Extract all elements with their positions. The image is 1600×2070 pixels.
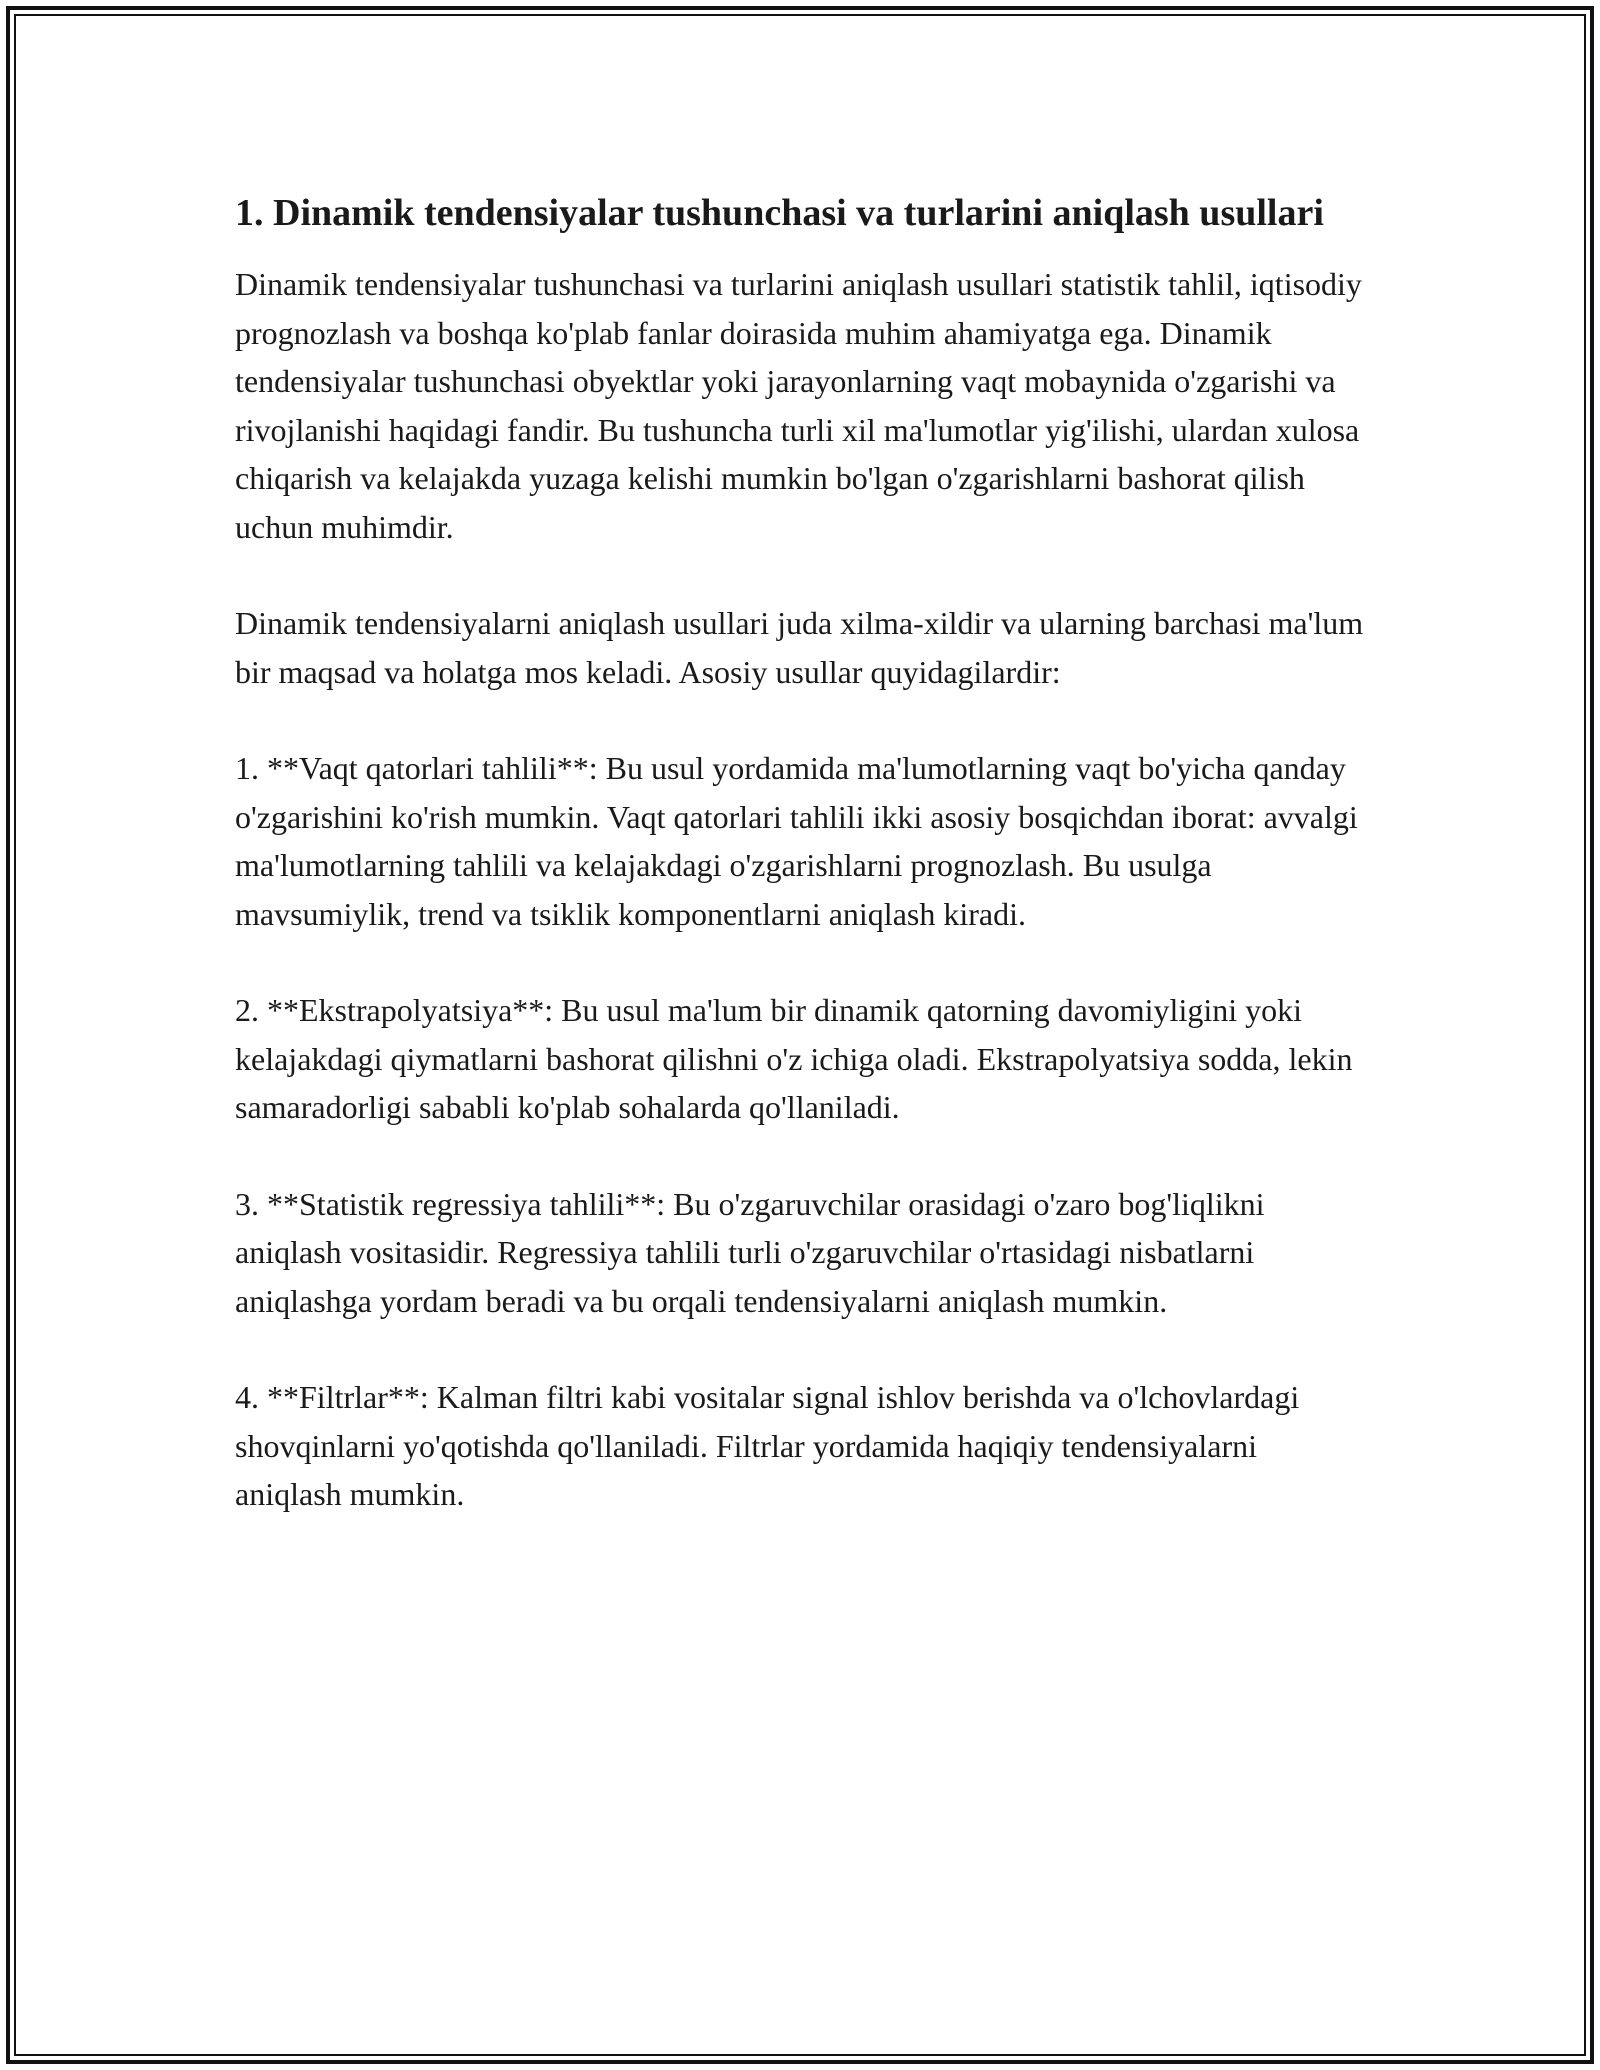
document-body	[235, 186, 1365, 1519]
paragraph-methods-intro: Dinamik tendensiyalarni aniqlash usullari juda xilma-xildir va ularning barchasi ma'lum bir maqsad va holatga mos keladi. Asosiy usullar quyidagilardir:	[235, 605, 1364, 690]
paragraph-method-3: 3. **Statistik regressiya tahlili**: Bu o'zgaruvchilar orasidagi o'zaro bog'liqlikni aniqlash vositasidir. Regressiya tahlili turli o'zgaruvchilar o'rtasidagi nisbatlarni aniqlashga yordam beradi va bu orqali tendensiyalarni aniqlash mumkin.	[235, 1185, 1265, 1319]
paragraph-intro: Dinamik tendensiyalar tushunchasi va turlarini aniqlash usullari statistik tahlil, iqtisodiy prognozlash va boshqa ko'plab fanlar doirasida muhim ahamiyatga ega. Dinamik tendensiyalar tushunchasi obyektlar yoki jarayonlarning vaqt mobaynida o'zgarishi va rivojlanishi haqidagi fandir. Bu tushuncha turli xil ma'lumotlar yig'ilishi, ulardan xulosa chiqarish va kelajakda yuzaga kelishi mumkin bo'lgan o'zgarishlarni bashorat qilish uchun muhimdir.	[235, 266, 1362, 545]
paragraph-method-1: 1. **Vaqt qatorlari tahlili**: Bu usul yordamida ma'lumotlarning vaqt bo'yicha qanday o'zgarishini ko'rish mumkin. Vaqt qatorlari tahlili ikki asosiy bosqichdan iborat: avvalgi ma'lumotlarning tahlili va kelajakdagi o'zgarishlarni prognozlash. Bu usulga mavsumiylik, trend va tsiklik komponentlarni aniqlash kiradi.	[235, 750, 1358, 932]
paragraph-method-2: 2. **Ekstrapolyatsiya**: Bu usul ma'lum bir dinamik qatorning davomiyligini yoki kelajakdagi qiymatlarni bashorat qilishni o'z ichiga oladi. Ekstrapolyatsiya sodda, lekin samaradorligi sababli ko'plab sohalarda qo'llaniladi.	[235, 992, 1353, 1125]
section-heading: 1. Dinamik tendensiyalar tushunchasi va turlarini aniqlash usullari	[235, 192, 1324, 234]
paragraph-method-4: 4. **Filtrlar**: Kalman filtri kabi vositalar signal ishlov berishda va o'lchovlardagi shovqinlarni yo'qotishda qo'llaniladi. Filtrlar yordamida haqiqiy tendensiyalarni aniqlash mumkin.	[235, 1379, 1300, 1512]
